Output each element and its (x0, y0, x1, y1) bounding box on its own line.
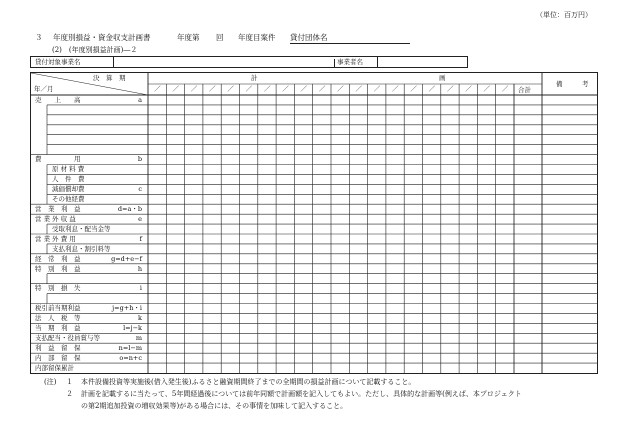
period-header: 決 算 期 (93, 74, 126, 82)
period-slash: ／ (209, 85, 216, 93)
row-label: 特 別 利 益 (35, 264, 81, 273)
period-slash: ／ (300, 85, 308, 93)
row-code: i (139, 284, 142, 293)
target-business-input[interactable] (113, 57, 330, 67)
row-label: 当 期 利 益 (35, 324, 81, 333)
row-code: g=d+e−f (111, 254, 142, 263)
case-label: 年度目案件 (238, 33, 276, 42)
row-label: 営 業 利 益 (35, 204, 81, 213)
period-slash: ／ (282, 85, 289, 93)
row-code: l=j−k (123, 324, 142, 333)
period-slash: ／ (373, 85, 381, 93)
section-number: ３ (35, 33, 43, 42)
row-code: o=n+c (119, 353, 142, 362)
row-label: 人 件 費 (52, 175, 85, 184)
business-operator-input[interactable] (377, 57, 467, 67)
row-code: f (139, 234, 142, 243)
borrower-name-field[interactable] (290, 34, 410, 44)
row-label: 減価償却費 (52, 185, 85, 194)
note-2-line-1: 計画を記載するに当たって、5年間経過後については前年同額で計画額を記入してもよい。ただし、具体的な計画等(例えば、本プロジェクト (81, 390, 522, 398)
period-slash: ／ (318, 85, 326, 93)
row-label: 原 材 料 費 (52, 165, 85, 174)
row-code: e (138, 214, 142, 223)
row-label: 法 人 税 等 (35, 314, 81, 323)
row-label: 経 常 利 益 (35, 254, 81, 263)
note-2-line-2: の第2期追加投資の増収効果等)がある場合には、その事情を加味して記入すること。 (81, 402, 348, 410)
period-slash: ／ (154, 85, 161, 93)
row-code: m (135, 334, 142, 342)
row-label: 営 業 外 収 益 (35, 214, 76, 223)
page-title: 年度別損益・資金収支計画書 (53, 33, 151, 42)
row-code: a (138, 95, 142, 104)
period-slash: ／ (337, 85, 344, 93)
row-label: その他経費 (52, 195, 85, 203)
note-1-number: １ (66, 378, 73, 386)
period-slash: ／ (190, 85, 198, 93)
row-code: b (137, 155, 142, 164)
period-slash: ／ (483, 85, 491, 93)
note-2-number: ２ (66, 390, 73, 398)
note-prefix: (注) (44, 378, 57, 386)
business-operator-label: 事業者名 (334, 59, 363, 67)
row-label: 内部留保累計 (35, 363, 74, 372)
row-label: 費 用 (35, 155, 81, 164)
note-1: 本件設備投資等実施後(借入発生後)ふるさと融資期間終了までの全期間の損益計画について記載すること。 (81, 378, 416, 386)
period-slash: ／ (245, 85, 253, 93)
row-label: 営 業 外 費 用 (35, 234, 76, 243)
borrower-name-label: 貸付団体名 (290, 33, 328, 42)
row-label: 支払配当・役員賞与等 (35, 334, 100, 342)
total-header: 合計 (518, 86, 531, 94)
profit-plan-table (30, 72, 598, 374)
period-slash: ／ (227, 85, 234, 93)
row-label: 利 益 留 保 (35, 343, 81, 352)
period-slash: ／ (428, 85, 436, 93)
row-code: c (138, 185, 142, 194)
period-slash: ／ (501, 85, 509, 93)
target-business-label: 貸付対象事業名 (35, 58, 81, 66)
year-month-header: 年／月 (34, 85, 54, 93)
round-label: 回 (216, 33, 224, 42)
plan-header-1: 計 (251, 74, 258, 82)
row-label: 特 別 損 失 (35, 284, 81, 293)
subtitle: (2) (年度別損益計画)―２ (52, 46, 138, 54)
row-code: k (138, 314, 142, 323)
period-slash: ／ (355, 85, 362, 93)
period-slash: ／ (263, 85, 271, 93)
period-slash: ／ (446, 85, 454, 93)
plan-header-2: 画 (439, 74, 446, 82)
row-label: 税引前当期利益 (35, 304, 81, 313)
row-label: 受取利息・配当金等 (52, 224, 111, 233)
row-label: 支払利息・割引料等 (52, 244, 111, 253)
period-slash: ／ (465, 85, 472, 93)
row-label: 売 上 高 (35, 95, 81, 104)
period-slash: ／ (392, 85, 399, 93)
remarks-header: 備 考 (556, 80, 589, 88)
row-code: d=a・b (117, 204, 142, 213)
row-code: n=l−m (118, 343, 142, 352)
period-slash: ／ (410, 85, 417, 93)
year-label: 年度第 (177, 33, 200, 42)
info-row (30, 56, 468, 68)
unit-label: （単位：百万円） (536, 11, 592, 19)
row-code: h (137, 264, 142, 273)
row-label: 内 部 留 保 (35, 353, 81, 362)
period-slash: ／ (172, 85, 179, 93)
row-code: j=g+h・i (112, 304, 142, 313)
